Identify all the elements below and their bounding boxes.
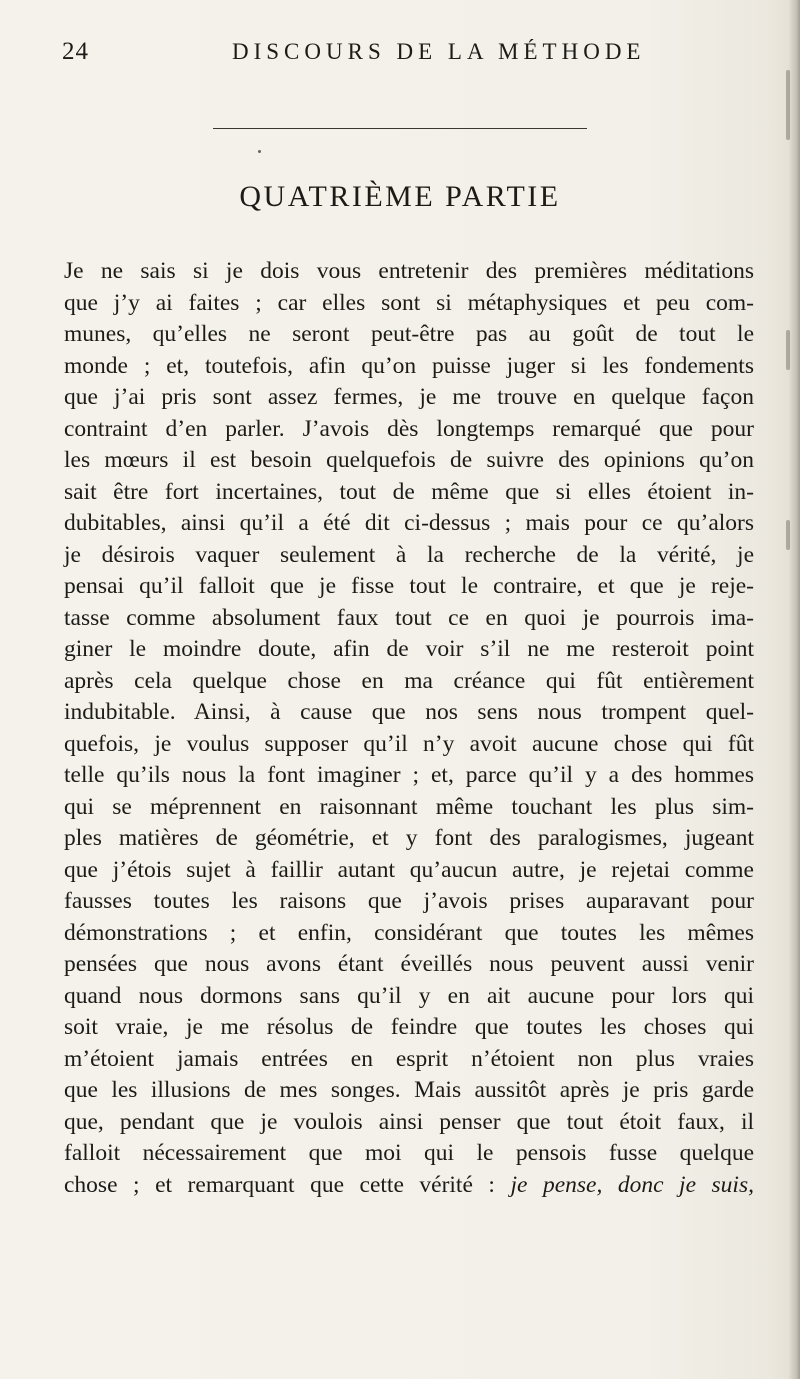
margin-mark [786,70,790,140]
text-line: telle qu’ils nous la font imaginer ; et, parce qu’il y a des hommes [64,762,754,788]
text-line: tasse comme absolument faux tout ce en quoi je pourrois ima- [64,604,754,631]
text-line: je désirois vaquer seulement à la recherche de la vérité, je [64,541,754,568]
text-line: que, pendant que je voulois ainsi penser que tout étoit faux, il [64,1108,754,1135]
text-line: qui se méprennent en raisonnant même touchant les plus sim- [64,793,754,820]
text-line: ples matières de géométrie, et y font des paralogismes, jugeant [64,825,754,851]
text-line: indubitable. Ainsi, à cause que nos sens nous trompent quel- [64,699,754,725]
text-line: que j’étois sujet à faillir autant qu’aucun autre, je rejetai comme [64,856,754,883]
text-line: dubitables, ainsi qu’il a été dit ci-dessus ; mais pour ce qu’alors [64,510,754,536]
text-line [64,1170,754,1202]
running-head [62,38,752,72]
text-line: quand nous dormons sans qu’il y en ait aucune pour lors qui [64,982,754,1009]
text-line: que les illusions de mes songes. Mais aussitôt après je pris garde [64,1077,754,1103]
text-line: que j’y ai faites ; car elles sont si métaphysiques et peu com- [64,289,754,316]
running-title: DISCOURS DE LA MÉTHODE [232,39,646,64]
text-line: pensées que nous avons étant éveillés nous peuvent aussi venir [64,951,754,977]
text-line: quefois, je voulus supposer qu’il n’y avoit aucune chose qui fût [64,730,754,757]
text-line-main: chose ; et remarquant que cette vérité : [64,1171,511,1198]
page-number: 24 [62,38,89,65]
text-line: soit vraie, je me résolus de feindre que toutes les choses qui [64,1014,754,1040]
text-line: monde ; et, toutefois, afin qu’on puisse juger si les fondements [64,352,754,379]
text-line: munes, qu’elles ne seront peut-être pas au goût de tout le [64,321,754,347]
text-line: pensai qu’il falloit que je fisse tout le contraire, et que je reje- [64,573,754,599]
title-rule [213,128,587,129]
text-line: fausses toutes les raisons que j’avois prises auparavant pour [64,888,754,914]
body-text [64,256,754,1201]
margin-mark [786,330,790,370]
text-line: après cela quelque chose en ma créance qui fût entièrement [64,667,754,694]
italic-phrase: je pense, donc je suis, [510,1171,754,1198]
text-line: contraint d’en parler. J’avois dès longtemps remarqué que pour [64,415,754,442]
text-line: que j’ai pris sont assez fermes, je me trouve en quelque façon [64,384,754,410]
text-line: falloit nécessairement que moi qui le pensois fusse quelque [64,1140,754,1166]
text-line: les mœurs il est besoin quelquefois de suivre des opinions qu’on [64,447,754,473]
margin-mark [786,520,790,550]
text-line: sait être fort incertaines, tout de même que si elles étoient in- [64,478,754,505]
text-line: giner le moindre doute, afin de voir s’il ne me resteroit point [64,636,754,662]
text-line: m’étoient jamais entrées en esprit n’étoient non plus vraies [64,1045,754,1072]
text-line: démonstrations ; et enfin, considérant que toutes les mêmes [64,919,754,946]
section-title: QUATRIÈME PARTIE [239,180,561,213]
rule-dot [258,150,261,153]
text-line: Je ne sais si je dois vous entretenir des premières méditations [64,258,754,284]
